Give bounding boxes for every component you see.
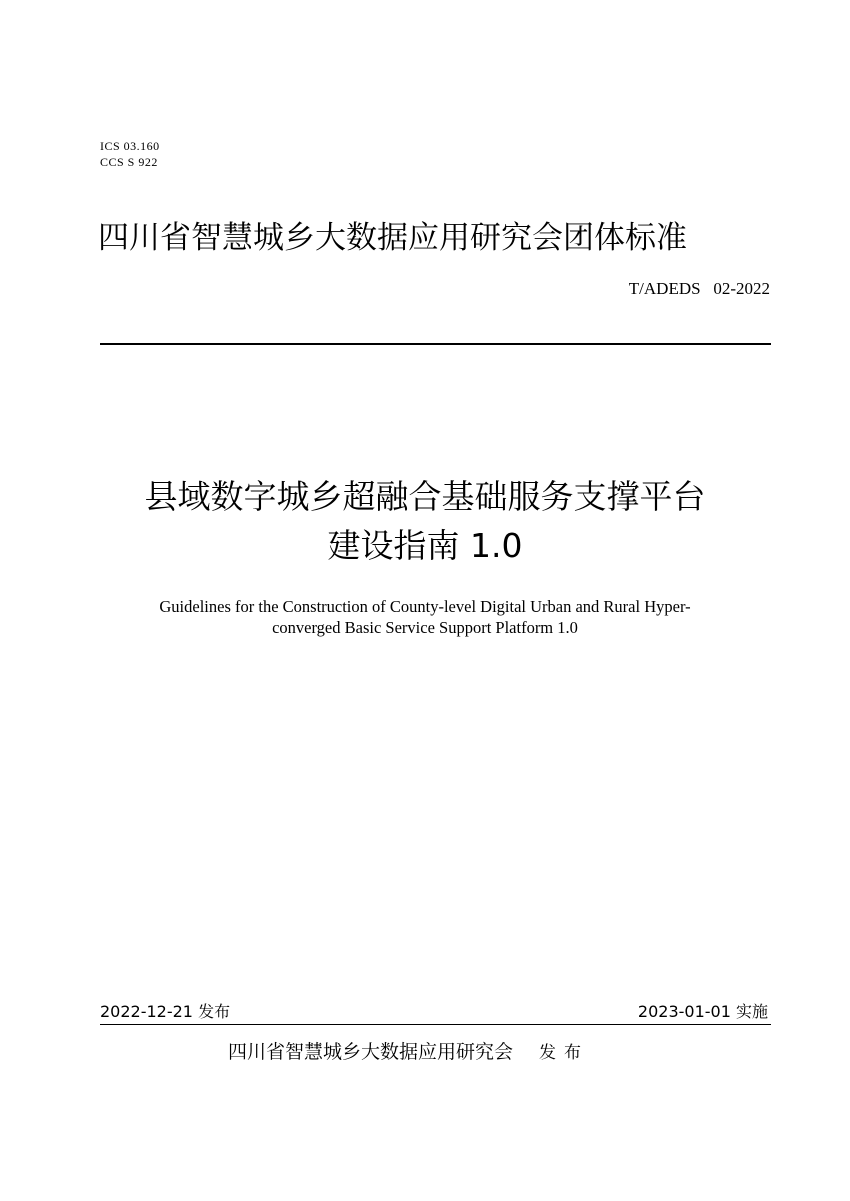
english-title-line-1: Guidelines for the Construction of County-level Digital Urban and Rural Hyper- (159, 597, 691, 616)
title-line-2: 建设指南 1.0 (327, 526, 523, 565)
publisher-name: 四川省智慧城乡大数据应用研究会 (228, 1041, 514, 1063)
date-row (100, 1000, 771, 1024)
publisher-action: 发布 (539, 1043, 590, 1063)
ics-code: ICS 03.160 (100, 139, 160, 153)
english-title (80, 596, 770, 638)
organization-standard-title: 四川省智慧城乡大数据应用研究会团体标准 (98, 220, 687, 256)
implementation-date: 2023-01-01 实施 (637, 1002, 768, 1021)
top-divider (100, 343, 771, 345)
ccs-code: CCS S 922 (100, 155, 158, 169)
title-line-1: 县域数字城乡超融合基础服务支撑平台 (144, 477, 706, 516)
classification-codes (100, 138, 160, 170)
bottom-divider (100, 1024, 771, 1025)
publisher-line (228, 1038, 589, 1067)
issue-date: 2022-12-21 发布 (100, 1002, 231, 1021)
standard-code: T/ADEDS 02-2022 (628, 279, 770, 298)
english-title-line-2: converged Basic Service Support Platform 1.0 (272, 618, 578, 637)
document-title (60, 472, 790, 570)
